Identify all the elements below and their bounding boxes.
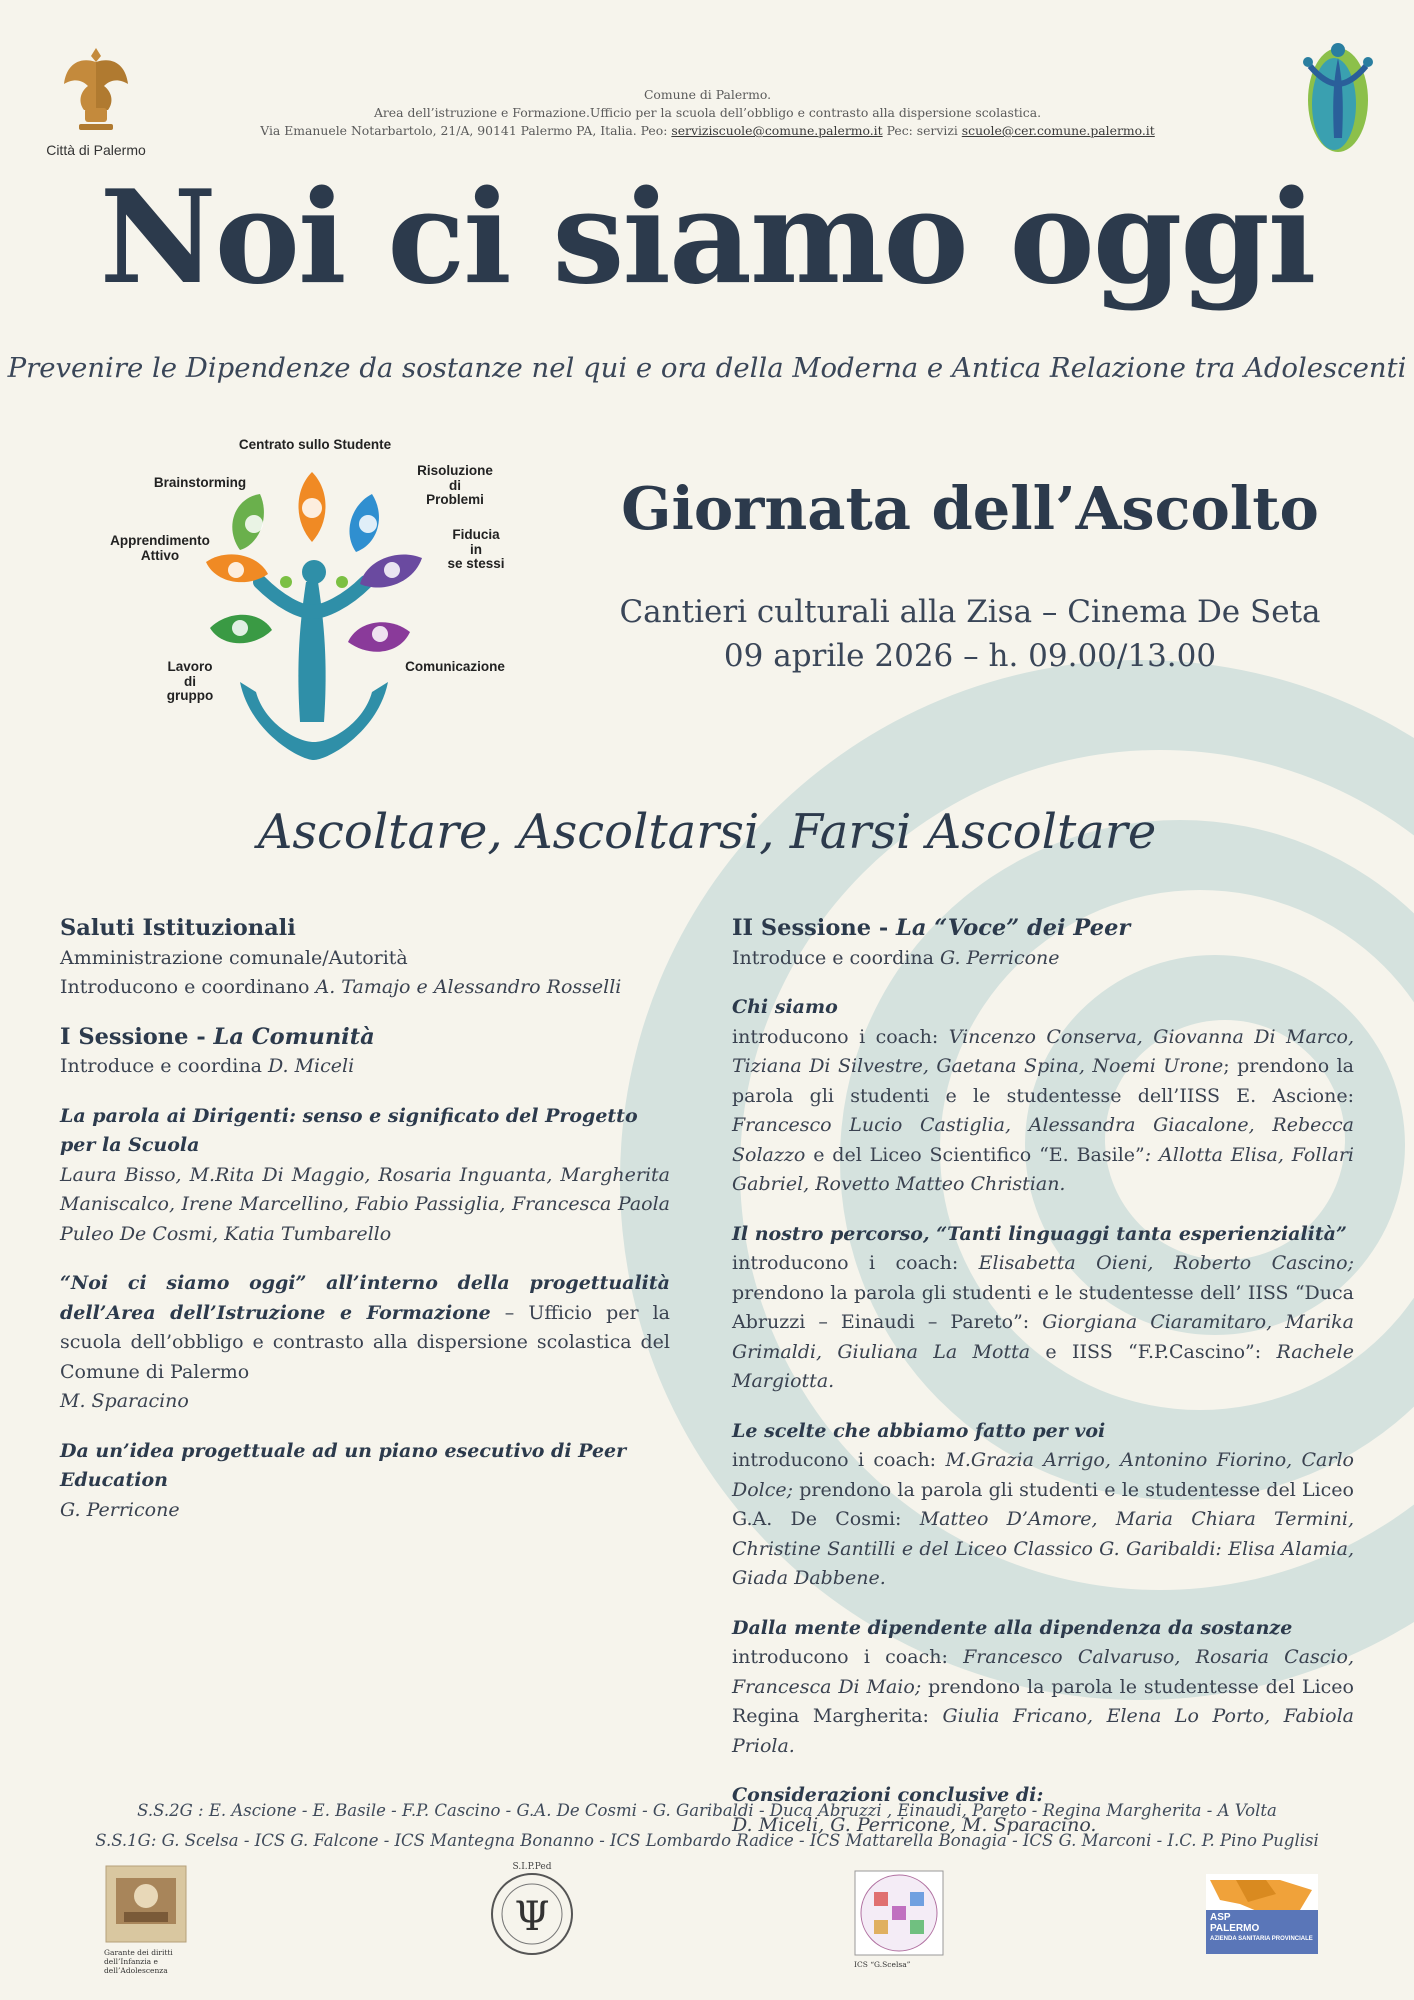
event-place: Cantieri culturali alla Zisa – Cinema De Seta — [619, 594, 1321, 630]
garante-emblem-icon — [104, 1864, 188, 1944]
saluti-heading: Saluti Istituzionali — [60, 915, 296, 941]
pec-email-link[interactable]: scuole@cer.comune.palermo.it — [961, 123, 1155, 138]
motto: Ascoltare, Ascoltarsi, Farsi Ascoltare — [257, 804, 1157, 860]
percorso-title: Il nostro percorso, “Tanti linguaggi tanta esperienzialità” — [732, 1222, 1347, 1245]
event-info — [600, 590, 1340, 678]
header-line-1: Comune di Palermo. — [643, 87, 772, 102]
subtitle: Prevenire le Dipendenze da sostanze nel qui e ora della Moderna e Antica Relazione tra Adolescenti — [7, 352, 1407, 384]
session-1-heading: I Sessione - La Comunità — [60, 1023, 375, 1050]
scelte-title: Le scelte che abbiamo fatto per voi — [732, 1419, 1106, 1442]
garante-caption: Garante dei diritti dell’Infanzia e dell’Adolescenza — [104, 1948, 173, 1975]
schools-list — [0, 1796, 1414, 1856]
svg-text:Ψ: Ψ — [514, 1894, 550, 1940]
event-date: 09 aprile 2026 – h. 09.00/13.00 — [723, 638, 1217, 674]
chi-siamo-title: Chi siamo — [732, 996, 838, 1018]
schools-ss2g: S.S.2G : E. Ascione - E. Basile - F.P. Cascino - G.A. De Cosmi - G. Garibaldi - Duca Abruzzi , Einaudi, Pareto - Regina Margherita - A Volta — [137, 1801, 1277, 1820]
citta-di-palermo-logo — [36, 44, 156, 158]
tree-label-self-trust: Fiducia in se stessi — [447, 527, 505, 571]
garante-logo — [104, 1864, 214, 1975]
main-title: Noi ci siamo oggi — [99, 163, 1315, 313]
psi-seal-icon — [484, 1862, 580, 1958]
chi-siamo-body: introducono i coach: Vincenzo Conserva, Giovanna Di Marco, Tiziana Di Silvestre, Gaetana Spina, Noemi Urone; prendono la parola gli studenti e le studentesse dell’IISS E. Ascione: Francesco Lucio Castiglia, Alessandra Giacalone, Rebecca Solazzo e del Liceo Scientifico “E. Basile”: Allotta Elisa, Follari Gabriel, Rovetto Matteo Christian. — [732, 1025, 1355, 1195]
saluti-line-1: Amministrazione comunale/Autorità — [60, 946, 408, 969]
sipped-text: S.I.P.Ped — [512, 1862, 552, 1872]
conclusioni-title: Considerazioni conclusive di: — [732, 1784, 1044, 1806]
session-2-coordinator: Introduce e coordina G. Perricone — [732, 946, 1060, 969]
tree-infographic — [110, 432, 520, 772]
people-leaf-icon — [1290, 38, 1386, 158]
event-title: Giornata dell’Ascolto — [621, 474, 1319, 543]
dirigenti-names: Laura Bisso, M.Rita Di Maggio, Rosaria Inguanta, Margherita Maniscalco, Irene Marcellino, Fabio Passiglia, Francesca Paola Puleo De Cosmi, Katia Tumbarello — [60, 1163, 670, 1245]
asp-text: ASP PALERMO AZIENDA SANITARIA PROVINCIALE — [1210, 1912, 1313, 1942]
city-logo-caption: Città di Palermo — [46, 142, 146, 158]
progettualita-speaker: M. Sparacino — [60, 1390, 189, 1412]
percorso-body: introducono i coach: Elisabetta Oieni, Roberto Cascino; prendono la parola gli studenti e le studentesse dell’ IISS “Duca Abruzzi – Einaudi – Pareto”: Giorgiana Ciaramitaro, Marika Grimaldi, Giuliana La Motta e IISS “F.P.Cascino”: Rachele Margiotta. — [732, 1252, 1354, 1392]
peo-email-link[interactable]: serviziscuole@comune.palermo.it — [671, 123, 883, 138]
scelsa-logo — [854, 1870, 944, 1969]
tree-label-problem-solving: Risoluzione di Problemi — [417, 463, 493, 507]
peer-education-speaker: G. Perricone — [60, 1498, 180, 1521]
session-1-coordinator: Introduce e coordina D. Miceli — [60, 1055, 355, 1077]
mente-title: Dalla mente dipendente alla dipendenza da sostanze — [732, 1616, 1293, 1639]
tree-label-brainstorming: Brainstorming — [153, 475, 247, 490]
asp-palermo-logo — [1206, 1874, 1318, 1954]
sipped-logo — [484, 1862, 580, 1958]
tree-label-group-work: Lavoro di gruppo — [166, 659, 214, 703]
saluti-line-2: Introducono e coordinano A. Tamajo e Alessandro Rosselli — [60, 976, 622, 998]
session-2-heading: II Sessione - La “Voce” dei Peer — [732, 915, 1131, 941]
schools-ss1g: S.S.1G: G. Scelsa - ICS G. Falcone - ICS Mantegna Bonanno - ICS Lombardo Radice - ICS Mattarella Bonagia - ICS G. Marconi - I.C. P. Pino Puglisi — [95, 1831, 1319, 1850]
tree-label-center: Centrato sullo Studente — [238, 437, 392, 452]
header-line-2: Area dell’istruzione e Formazione.Ufficio per la scuola dell’obbligo e contrasto alla dispersione scolastica. — [373, 105, 1042, 120]
program-left-column — [60, 914, 670, 1525]
tree-label-communication: Comunicazione — [405, 659, 505, 674]
scelte-body: introducono i coach: M.Grazia Arrigo, Antonino Fiorino, Carlo Dolce; prendono la parola gli studenti e le studentesse del Liceo G.A. De Cosmi: Matteo D’Amore, Maria Chiara Termini, Christine Santilli e del Liceo Classico G. Garibaldi: Elisa Alamia, Giada Dabbene. — [732, 1449, 1355, 1589]
school-houses-icon — [854, 1870, 944, 1956]
program-right-column — [732, 914, 1354, 1840]
header-line-3: Via Emanuele Notarbartolo, 21/A, 90141 Palermo PA, Italia. Peo: serviziscuole@comune.palermo.it Pec: servizi scuole@cer.comune.palermo.it — [260, 123, 1155, 138]
eagle-crest-icon — [61, 44, 131, 136]
project-logo — [1290, 38, 1386, 158]
mente-body: introducono i coach: Francesco Calvaruso, Rosaria Cascio, Francesca Di Maio; prendono la parola le studentesse del Liceo Regina Margherita: Giulia Fricano, Elena Lo Porto, Fabiola Priola. — [732, 1646, 1354, 1757]
header-info — [230, 86, 1185, 140]
conclusioni-names: D. Miceli, G. Perricone, M. Sparacino. — [732, 1813, 1097, 1836]
scelsa-caption: ICS “G.Scelsa” — [854, 1960, 911, 1969]
tree-label-active-learning: Apprendimento Attivo — [110, 533, 210, 563]
peer-education-title: Da un’idea progettuale ad un piano esecutivo di Peer Education — [60, 1439, 627, 1491]
dirigenti-title: La parola ai Dirigenti: senso e significato del Progetto per la Scuola — [60, 1104, 638, 1156]
progettualita-block: “Noi ci siamo oggi” all’interno della progettualità dell’Area dell’Istruzione e Formazione – Ufficio per la scuola dell’obbligo e contrasto alla dispersione scolastica del Comune di Palermo — [60, 1272, 670, 1383]
